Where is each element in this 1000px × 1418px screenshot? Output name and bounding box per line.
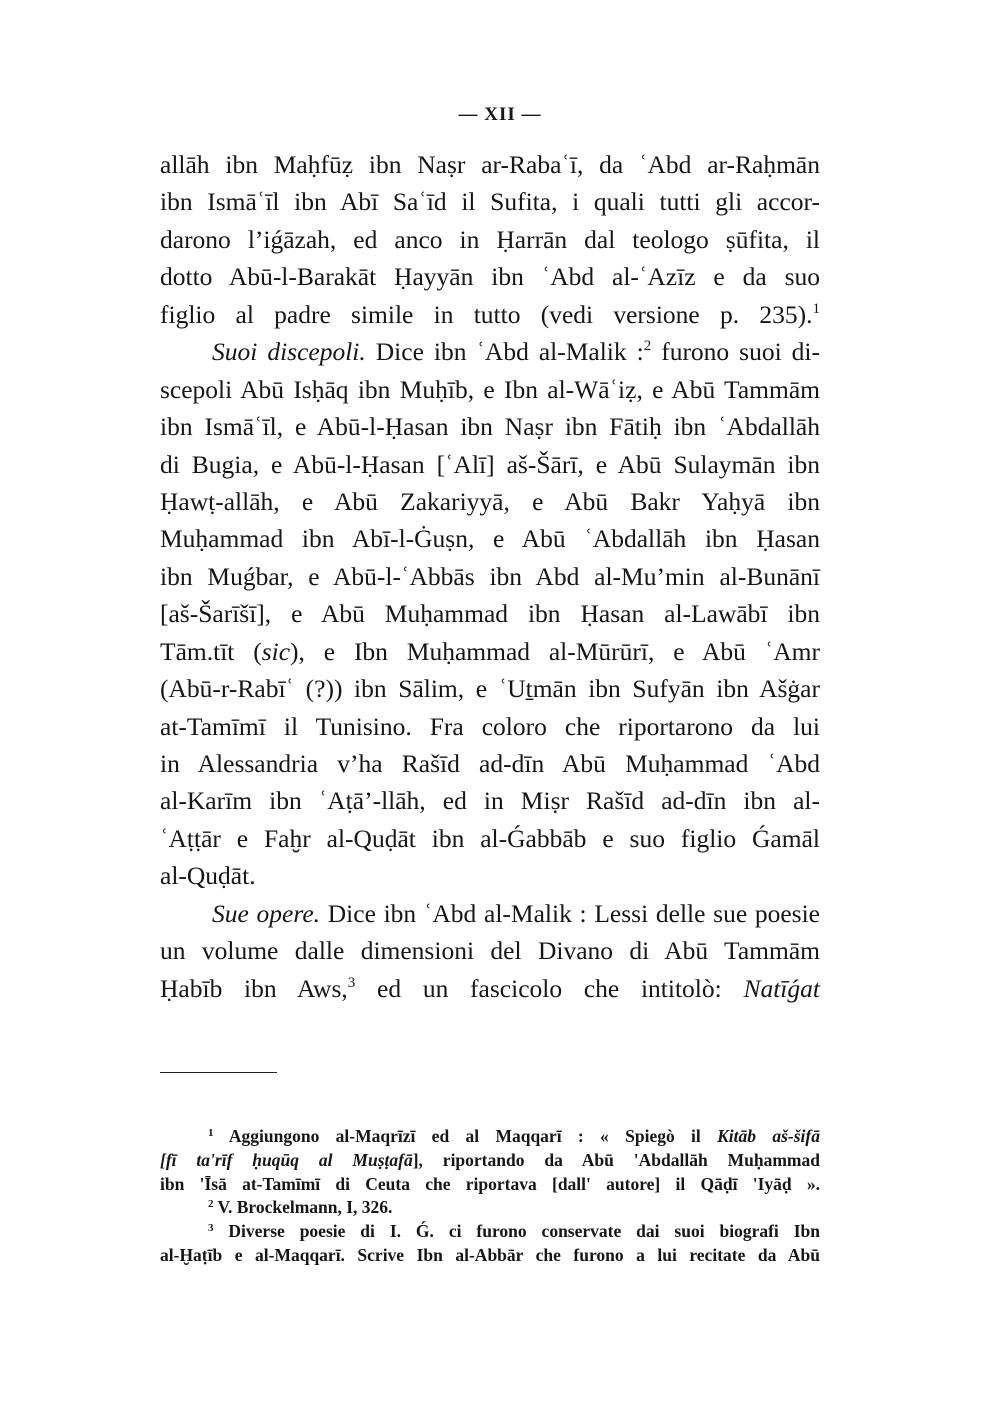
text-line — [160, 408, 820, 445]
italic-text: Natīǵat — [743, 973, 820, 1003]
italic-text: sic — [261, 636, 291, 666]
text-line — [160, 258, 820, 295]
footnote-line — [160, 1149, 820, 1173]
footnote-line — [160, 1196, 820, 1220]
text-line — [160, 483, 820, 520]
text-run: di Bugia, e Abū-l-Ḥasan [ʿAlī] aš-Šārī, e Abū Sulaymān ibn — [160, 449, 820, 479]
text-run: Dice ibn ʿAbd al-Malik : Lessi delle sue poesie — [320, 898, 820, 928]
text-line — [160, 970, 820, 1007]
footnote-marker: 1 — [208, 1127, 214, 1139]
text-line — [160, 183, 820, 220]
footnote-separator — [160, 1072, 277, 1073]
text-line — [160, 782, 820, 819]
text-run: at-Tamīmī il Tunisino. Fra coloro che riportarono da lui — [160, 711, 820, 741]
italic-text: Kitāb aš-šifā — [717, 1126, 820, 1146]
text-run: un volume dalle dimensioni del Divano di Abū Tammām — [160, 936, 820, 966]
italic-text: Suoi discepoli. — [212, 337, 366, 367]
text-line — [160, 633, 820, 670]
footnote-marker: 2 — [643, 338, 652, 355]
text-run: Ḥabīb ibn Aws, — [160, 973, 348, 1003]
text-run: dotto Abū-l-Barakāt Ḥayyān ibn ʿAbd al-ʿAzīz e da suo — [160, 262, 820, 292]
text-line — [160, 670, 820, 707]
text-line — [160, 146, 820, 183]
footnote-line — [160, 1125, 820, 1149]
text-run: al-Ḫaṭīb e al-Maqqarī. Scrive Ibn al-Abbār che furono a lui recitate da Abū — [160, 1244, 820, 1265]
text-run: V. Brockelmann, I, 326. — [213, 1197, 393, 1218]
body-text — [160, 146, 820, 1007]
text-run: Diverse poesie di I. Ǵ. ci furono conservate dai suoi biografi Ibn — [213, 1221, 820, 1242]
text-run: al-Quḍāt. — [160, 861, 256, 891]
footnote-line — [160, 1220, 820, 1244]
text-run: allāh ibn Maḥfūẓ ibn Naṣr ar-Rabaʿī, da ʿAbd ar-Raḥmān — [160, 150, 820, 179]
text-line — [160, 333, 820, 370]
text-run: Ḥawṭ-allāh, e Abū Zakariyyā, e Abū Bakr Yaḥyā ibn — [160, 486, 820, 516]
text-run: ), e Ibn Muḥammad al-Mūrūrī, e Abū ʿAmr — [290, 636, 820, 666]
text-line — [160, 708, 820, 745]
text-line — [160, 745, 820, 782]
footnotes — [160, 1125, 820, 1268]
text-run: ibn Ismāʿīl, e Abū-l-Ḥasan ibn Naṣr ibn Fātiḥ ibn ʿAbdallāh — [160, 412, 820, 442]
italic-text: [fī ta'rīf ḥuqūq al Muṣṭafā — [160, 1149, 413, 1170]
italic-text: Sue opere. — [212, 898, 321, 928]
text-line — [160, 520, 820, 557]
text-run: ibn Muǵbar, e Abū-l-ʿAbbās ibn Abd al-Mu’min al-Bunānī — [160, 561, 820, 591]
text-line — [160, 371, 820, 408]
text-line — [160, 558, 820, 595]
text-run: darono l’iǵāzah, ed anco in Ḥarrān dal teologo ṣūfita, il — [160, 224, 820, 254]
text-run: ʿAṭṭār e Faḫr al-Quḍāt ibn al-Ǵabbāb e suo figlio Ǵamāl — [160, 823, 820, 853]
text-run: Muḥammad ibn Abī-l-Ġuṣn, e Abū ʿAbdallāh ibn Ḥasan — [160, 524, 820, 554]
text-run: (Abū-r-Rabīʿ (?)) ibn Sālim, e ʿUṯmān ibn Sufyān ibn Ašġar — [160, 674, 820, 704]
text-line — [160, 221, 820, 258]
text-run: figlio al padre simile in tutto (vedi versione p. 235). — [160, 299, 813, 329]
text-run: ibn 'Īsā at-Tamīmī di Ceuta che riportava [dall' autore] il Qāḍī 'Iyāḍ ». — [160, 1173, 820, 1194]
footnote-line — [160, 1244, 820, 1268]
text-run: Aggiungono al-Maqrīzī ed al Maqqarī : « Spiegò il — [213, 1126, 718, 1146]
text-run: Dice ibn ʿAbd al-Malik : — [365, 337, 644, 367]
text-run: Tām.tīt ( — [160, 636, 262, 666]
footnote-marker: 3 — [347, 974, 356, 991]
text-run: in Alessandria v’ha Rašīd ad-dīn Abū Muḥammad ʿAbd — [160, 749, 820, 778]
text-line — [160, 820, 820, 857]
footnote-marker: 3 — [208, 1222, 214, 1235]
text-run: ], riportando da Abū 'Abdallāh Muḥammad — [412, 1149, 820, 1170]
text-run: [aš-Šarīšī], e Abū Muḥammad ibn Ḥasan al-Lawābī ibn — [160, 599, 820, 629]
footnote-marker: 2 — [208, 1198, 214, 1211]
text-line — [160, 595, 820, 632]
text-line — [160, 857, 820, 894]
text-line — [160, 895, 820, 932]
text-line — [160, 296, 820, 333]
text-run: ed un fascicolo che intitolò: — [355, 973, 744, 1003]
footnote-marker: 1 — [812, 300, 820, 317]
text-run: al-Karīm ibn ʿAṭā’-llāh, ed in Miṣr Rašīd ad-dīn ibn al- — [160, 786, 820, 816]
text-run: scepoli Abū Isḥāq ibn Muḥīb, e Ibn al-Wāʿiẓ, e Abū Tammām — [160, 374, 820, 404]
page-number: — XII — — [458, 104, 542, 125]
footnote-line — [160, 1173, 820, 1197]
text-line — [160, 932, 820, 969]
text-run: ibn Ismāʿīl ibn Abī Saʿīd il Sufita, i quali tutti gli accor- — [160, 187, 820, 217]
text-line — [160, 446, 820, 483]
text-run: furono suoi di- — [651, 337, 820, 367]
